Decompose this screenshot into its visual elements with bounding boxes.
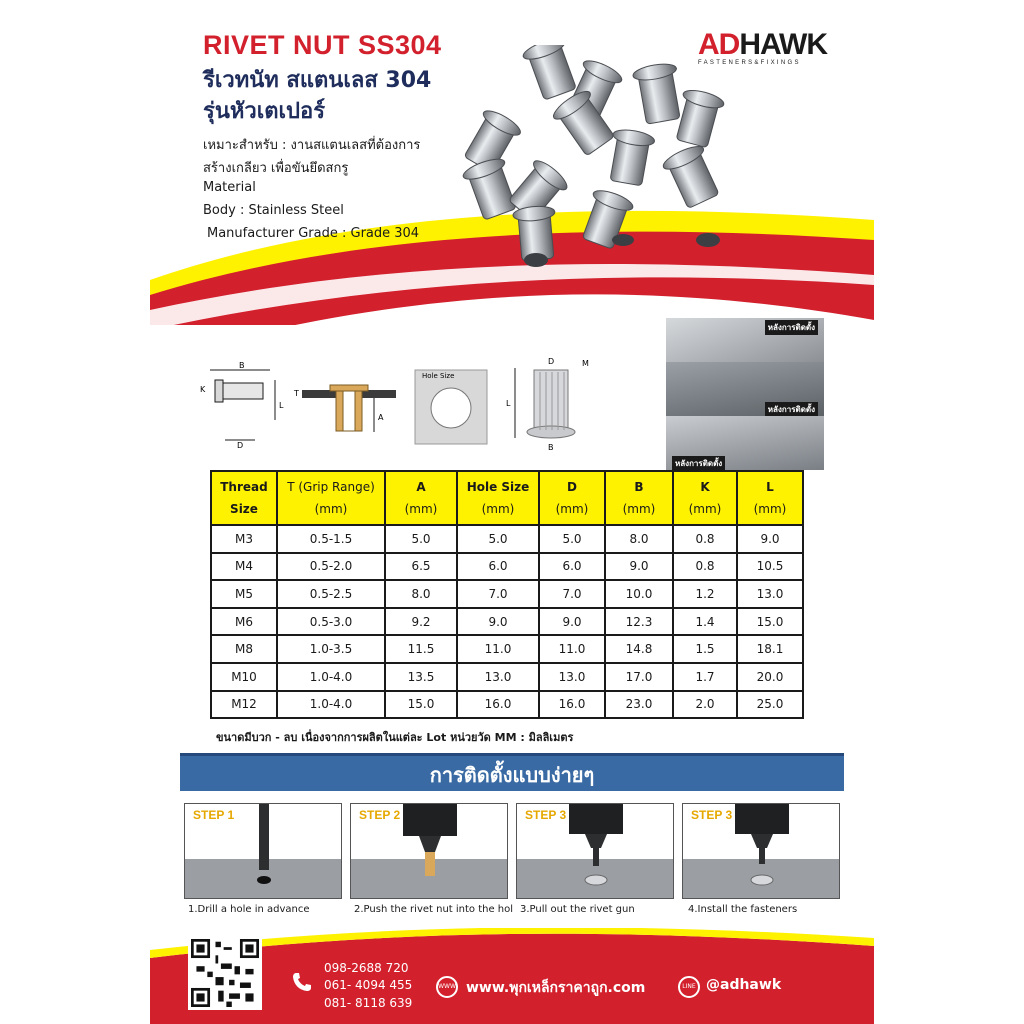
step-1-caption: 1.Drill a hole in advance (188, 904, 310, 915)
table-header-unit: (mm) (622, 502, 656, 516)
table-cell: 11.0 (457, 635, 539, 663)
table-cell: 1.4 (673, 608, 737, 636)
table-cell: 9.0 (737, 525, 803, 553)
installed-photo-1 (666, 318, 824, 362)
logo-hawk: HAWK (739, 28, 827, 61)
table-body (211, 525, 803, 718)
table-header-title: A (416, 480, 426, 494)
step-3-image (516, 803, 674, 899)
table-cell: 6.5 (385, 553, 457, 581)
install-banner (180, 753, 844, 791)
table-row (211, 691, 803, 719)
dim-a: A (378, 413, 384, 422)
table-cell: 20.0 (737, 663, 803, 691)
installed-photo-3 (666, 416, 824, 470)
table-cell: 13.5 (385, 663, 457, 691)
usage-line-1: เหมาะสำหรับ : งานสแตนเลสที่ต้องการ (203, 138, 421, 153)
table-row (211, 580, 803, 608)
table-header-cell (737, 471, 803, 525)
table-cell: 8.0 (605, 525, 673, 553)
phone-number-1[interactable]: 098-2688 720 (324, 961, 409, 975)
table-header-cell (605, 471, 673, 525)
table-cell: 1.7 (673, 663, 737, 691)
table-header-unit: (mm) (481, 502, 515, 516)
table-row (211, 525, 803, 553)
table-header-cell (457, 471, 539, 525)
table-header-title: Hole Size (466, 480, 530, 494)
step-4-caption: 4.Install the fasteners (688, 904, 798, 915)
table-header-cell (385, 471, 457, 525)
table-cell: 0.5-2.0 (277, 553, 385, 581)
table-cell: M6 (211, 608, 277, 636)
table-header-cell (673, 471, 737, 525)
step-2-label: STEP 2 (359, 808, 401, 822)
line-id-link[interactable]: @adhawk (706, 977, 782, 993)
step-1-image (184, 803, 342, 899)
table-cell: 6.0 (539, 553, 605, 581)
table-cell: 25.0 (737, 691, 803, 719)
table-header-title: T (Grip Range) (287, 480, 375, 494)
step-3-label: STEP 3 (525, 808, 567, 822)
table-cell: 11.5 (385, 635, 457, 663)
step-4-image (682, 803, 840, 899)
table-cell: 15.0 (737, 608, 803, 636)
table-cell: 13.0 (737, 580, 803, 608)
table-cell: 0.5-1.5 (277, 525, 385, 553)
table-header-cell (539, 471, 605, 525)
table-cell: 9.0 (539, 608, 605, 636)
dimension-diagrams (190, 350, 660, 455)
installed-label-2: หลังการติดตั้ง (765, 402, 818, 417)
logo-tagline: FASTENERS&FIXINGS (698, 60, 801, 66)
table-header-unit: (mm) (404, 502, 438, 516)
table-cell: 1.2 (673, 580, 737, 608)
table-cell: M12 (211, 691, 277, 719)
table-cell: 23.0 (605, 691, 673, 719)
table-cell: 9.2 (385, 608, 457, 636)
table-cell: 10.5 (737, 553, 803, 581)
table-cell: 13.0 (539, 663, 605, 691)
rivet-nuts-image (408, 45, 748, 280)
table-cell: M4 (211, 553, 277, 581)
material-body: Body : Stainless Steel (203, 203, 344, 218)
table-header-unit: (mm) (555, 502, 589, 516)
product-subtitle-thai: รุ่นหัวเตเปอร์ (203, 99, 326, 124)
table-cell: M3 (211, 525, 277, 553)
table-cell: 15.0 (385, 691, 457, 719)
table-row (211, 663, 803, 691)
step-4-label: STEP 3 (691, 808, 733, 822)
install-banner-title: การติดตั้งแบบง่ายๆ (429, 763, 595, 787)
table-header-unit: (mm) (314, 502, 348, 516)
product-sheet (150, 0, 874, 1024)
spec-table (210, 470, 804, 719)
table-header-title: D (567, 480, 577, 494)
table-cell: 9.0 (457, 608, 539, 636)
table-cell: 16.0 (457, 691, 539, 719)
table-cell: 0.8 (673, 525, 737, 553)
table-header-unit: (mm) (753, 502, 787, 516)
table-cell: 12.3 (605, 608, 673, 636)
table-cell: 8.0 (385, 580, 457, 608)
hole-size-label: Hole Size (422, 372, 455, 380)
table-cell: 6.0 (457, 553, 539, 581)
dim-d-nut: D (548, 357, 555, 366)
website-link[interactable]: www.พุกเหล็กราคาถูก.com (466, 980, 646, 996)
table-cell: 16.0 (539, 691, 605, 719)
table-cell: 0.5-3.0 (277, 608, 385, 636)
table-cell: M8 (211, 635, 277, 663)
step-2-caption: 2.Push the rivet nut into the hol (354, 904, 514, 915)
phone-icon (290, 970, 314, 994)
table-header-unit: Size (230, 502, 258, 516)
table-cell: 14.8 (605, 635, 673, 663)
table-cell: 18.1 (737, 635, 803, 663)
table-row (211, 608, 803, 636)
table-cell: 11.0 (539, 635, 605, 663)
table-cell: 0.8 (673, 553, 737, 581)
step-1-label: STEP 1 (193, 808, 235, 822)
dim-l-nut: L (506, 399, 511, 408)
table-header-title: L (766, 480, 774, 494)
web-icon: WWW (436, 976, 458, 998)
table-cell: 17.0 (605, 663, 673, 691)
table-row (211, 553, 803, 581)
table-cell: 10.0 (605, 580, 673, 608)
tolerance-note: ขนาดมีบวก - ลบ เนื่องจากการผลิตในแต่ละ Lot หน่วยวัด MM : มิลลิเมตร (216, 731, 574, 744)
dim-d: D (237, 441, 244, 450)
table-cell: 5.0 (385, 525, 457, 553)
table-cell: 1.0-4.0 (277, 691, 385, 719)
table-cell: 1.0-4.0 (277, 663, 385, 691)
usage-line-2: สร้างเกลียว เพื่อขันยึดสกรู (203, 161, 349, 176)
table-header-row (211, 471, 803, 525)
table-cell: 7.0 (457, 580, 539, 608)
material-grade: Manufacturer Grade : Grade 304 (207, 226, 420, 241)
dim-b-nut: B (548, 443, 554, 452)
table-header-cell (211, 471, 277, 525)
table-cell: 13.0 (457, 663, 539, 691)
product-title-thai: รีเวทนัท สแตนเลส 304 (203, 68, 432, 93)
dim-t: T (294, 389, 299, 398)
table-header-title: B (634, 480, 644, 494)
table-header-title: K (700, 480, 710, 494)
dim-b: B (239, 361, 245, 370)
dim-l: L (279, 401, 284, 410)
table-cell: M10 (211, 663, 277, 691)
phone-number-2[interactable]: 061- 4094 455 (324, 978, 413, 992)
dim-m: M (582, 359, 589, 368)
phone-number-3[interactable]: 081- 8118 639 (324, 996, 413, 1010)
step-2-image (350, 803, 508, 899)
table-cell: 7.0 (539, 580, 605, 608)
table-cell: 2.0 (673, 691, 737, 719)
qr-code[interactable] (188, 936, 262, 1010)
table-cell: 1.5 (673, 635, 737, 663)
table-cell: 5.0 (457, 525, 539, 553)
material-heading: Material (203, 180, 256, 195)
installed-label-3: หลังการติดตั้ง (672, 456, 725, 471)
step-3-caption: 3.Pull out the rivet gun (520, 904, 635, 915)
dim-k: K (200, 385, 206, 394)
table-header-cell (277, 471, 385, 525)
table-row (211, 635, 803, 663)
table-header-title: Thread (220, 480, 268, 494)
table-cell: 5.0 (539, 525, 605, 553)
table-cell: M5 (211, 580, 277, 608)
installed-photo-2 (666, 362, 824, 416)
table-cell: 9.0 (605, 553, 673, 581)
table-cell: 1.0-3.5 (277, 635, 385, 663)
table-cell: 0.5-2.5 (277, 580, 385, 608)
line-icon: LINE (678, 976, 700, 998)
product-title: RIVET NUT SS304 (203, 30, 442, 60)
logo-ad: AD (698, 28, 740, 61)
table-header-unit: (mm) (688, 502, 722, 516)
installed-label-1: หลังการติดตั้ง (765, 320, 818, 335)
